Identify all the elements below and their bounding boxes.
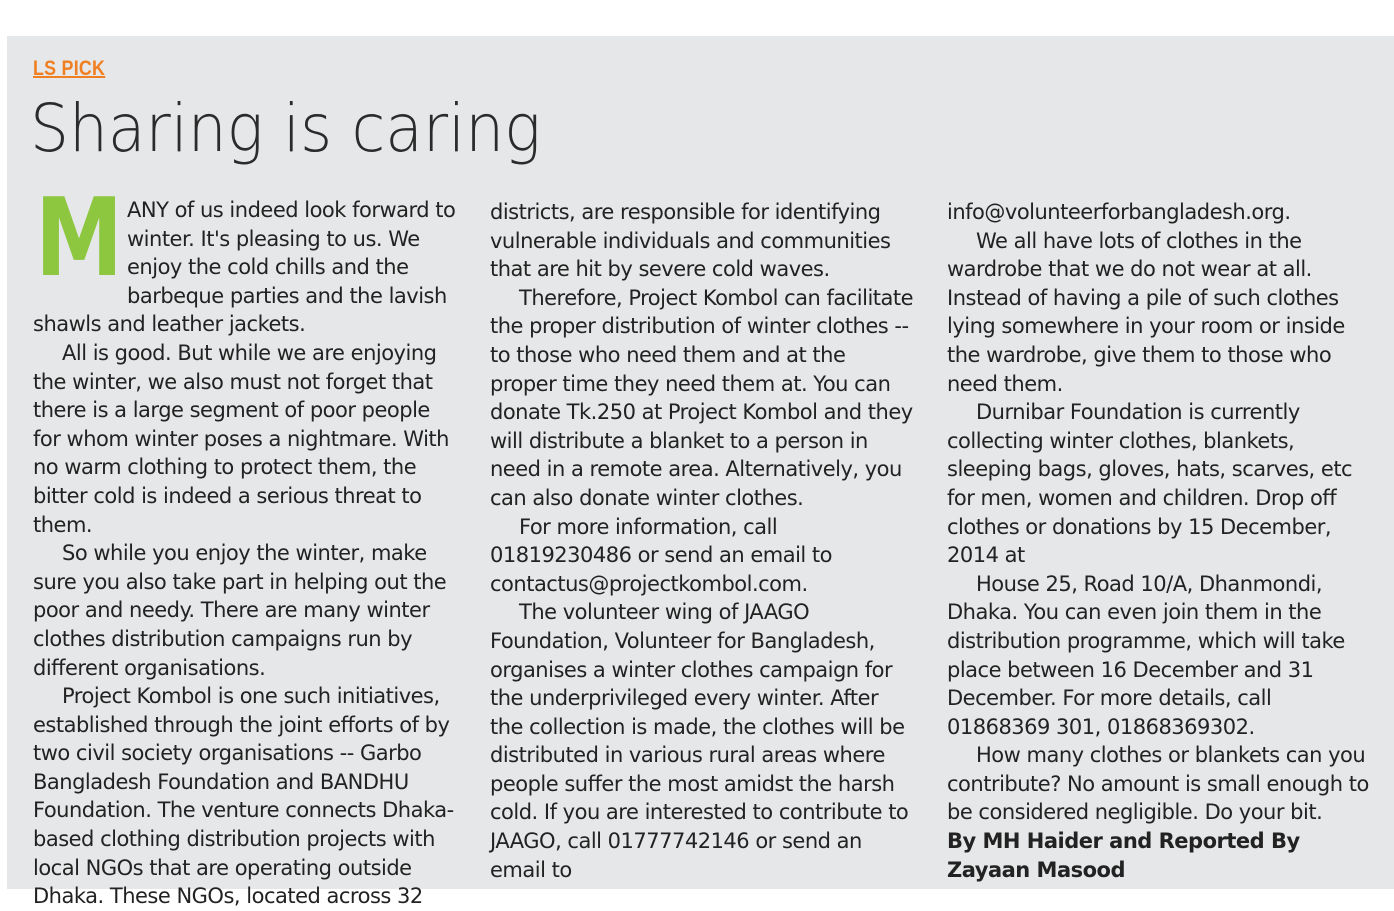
paragraph: districts, are responsible for identifying vulnerable individuals and communities that are hit by severe cold waves.	[490, 200, 891, 282]
byline: By MH Haider and Reported By Zayaan Masood	[947, 829, 1300, 882]
paragraph: For more information, call 01819230486 or send an email to contactus@projectkombol.com.	[490, 514, 833, 596]
paragraph: House 25, Road 10/A, Dhanmondi, Dhaka. You can even join them in the distribution programme, which will take place between 16 December and 31 December. For more details, call 01868369 301, 01868369302.	[947, 571, 1345, 739]
email-text: info@volunteerforbangladesh.org.	[947, 200, 1291, 224]
article-headline: Sharing is caring	[30, 90, 541, 167]
paragraph-text: ANY of us indeed look forward to winter. It's pleasing to us. We enjoy the cold chills and the barbeque parties and the lavish shawls and leather jackets.	[33, 198, 456, 337]
paragraph: Durnibar Foundation is currently collecting winter clothes, blankets, sleeping bags, gloves, hats, scarves, etc for men, women and children. Drop off clothes or donations by 15 December, 2014 at	[947, 400, 1353, 568]
paragraph: Project Kombol is one such initiatives, established through the joint efforts of by two civil society organisations -- Garbo Bangladesh Foundation and BANDHU Foundation. The venture connects Dhaka-based clothing distribution projects with local NGOs that are operating outside Dhaka. These NGOs, located across 32	[33, 684, 454, 909]
paragraph: All is good. But while we are enjoying the winter, we also must not forget that there is a large segment of poor people for whom winter poses a nightmare. With no warm clothing to protect them, the bitter cold is indeed a serious threat to them.	[33, 340, 449, 537]
paragraph: How many clothes or blankets can you contribute? No amount is small enough to be considered negligible. Do your bit.	[947, 743, 1369, 825]
section-kicker: LS PICK	[33, 57, 106, 80]
paragraph: So while you enjoy the winter, make sure you also take part in helping out the poor and needy. There are many winter clothes distribution campaigns run by different organisations.	[33, 541, 447, 680]
paragraph: We all have lots of clothes in the wardrobe that we do not wear at all. Instead of having a pile of such clothes lying somewhere in your room or inside the wardrobe, give them to those who need them.	[947, 228, 1345, 396]
column-2	[490, 198, 915, 884]
paragraph	[33, 176, 458, 339]
drop-cap: M	[35, 176, 123, 301]
paragraph: Therefore, Project Kombol can facilitate the proper distribution of winter clothes -- to those who need them and at the proper time they need them at. You can donate Tk.250 at Project Kombol and they will distribute a blanket to a person in need in a remote area. Alternatively, you can also donate winter clothes.	[490, 285, 914, 510]
column-3	[947, 198, 1372, 884]
column-1	[33, 176, 458, 911]
paragraph: The volunteer wing of JAAGO Foundation, Volunteer for Bangladesh, organises a winter clothes campaign for the underprivileged every winter. After the collection is made, the clothes will be distributed in various rural areas where people suffer the most amidst the harsh cold. If you are interested to contribute to JAAGO, call 01777742146 or send an email to	[490, 600, 909, 882]
